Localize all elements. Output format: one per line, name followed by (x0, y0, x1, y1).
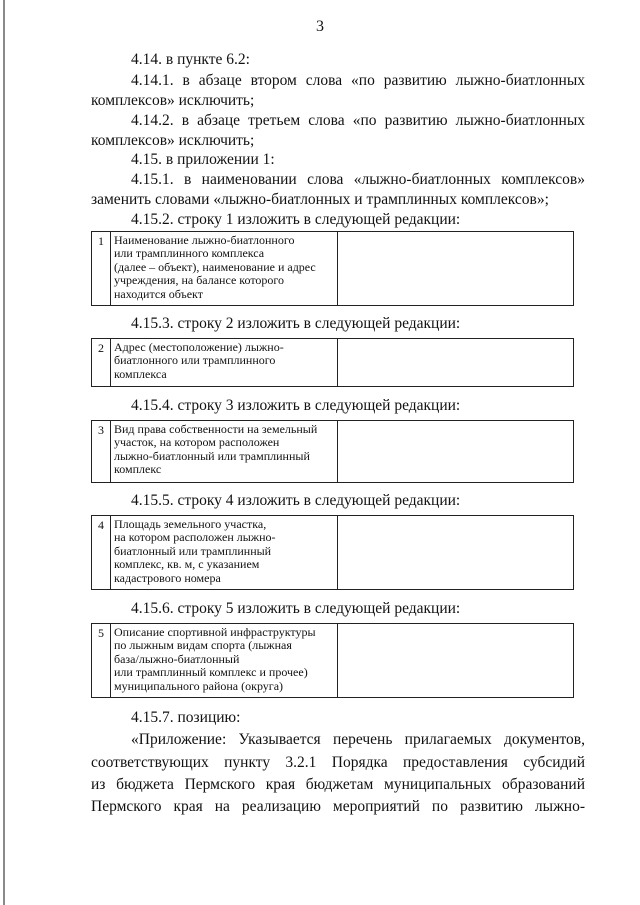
row-description-line: (далее – объект), наименование и адрес (114, 259, 316, 274)
paragraph-4-14-1: 4.14.1. в абзаце втором слова «по развитию лыжно-биатлонных (131, 72, 585, 89)
row-description-line: Наименование лыжно-биатлонного (114, 233, 295, 247)
row-description-line: лыжно-биатлонный или трамплинный (114, 448, 310, 463)
paragraph-4-14-2-cont: комплексов» исключить; (91, 132, 255, 149)
row-description-line: комплекс, кв. м, с указанием (114, 557, 260, 572)
row-description-line: или трамплинного комплекса (114, 246, 265, 261)
row-number: 3 (92, 421, 111, 482)
row-description-line: Вид права собственности на земельный (114, 422, 318, 436)
row-description-line: Площадь земельного участка, (114, 517, 267, 531)
row-value-cell (338, 339, 573, 386)
paragraph-appendix-cont-1: соответствующих пункту 3.2.1 Порядка предоставления субсидий (91, 754, 585, 771)
paragraph-4-14-2: 4.14.2. в абзаце третьем слова «по развитию лыжно-биатлонных (131, 112, 585, 129)
row-value-cell (338, 624, 573, 697)
paragraph-4-14: 4.14. в пункте 6.2: (131, 51, 250, 68)
paragraph-appendix: «Приложение: Указывается перечень прилагаемых документов, (131, 731, 585, 748)
row-description-line: биатлонного или трамплинного (114, 353, 276, 368)
row-value-cell (338, 421, 573, 482)
row-description (111, 421, 338, 482)
row-description-line: учреждения, на балансе которого (114, 273, 285, 288)
paragraph-4-15-4: 4.15.4. строку 3 изложить в следующей редакции: (131, 397, 461, 414)
paragraph-4-15-1-cont: заменить словами «лыжно-биатлонных и трамплинных комплексов»; (91, 191, 549, 208)
row-number: 1 (92, 232, 111, 305)
paragraph-4-15-3: 4.15.3. строку 2 изложить в следующей редакции: (131, 315, 461, 332)
paragraph-4-15-1: 4.15.1. в наименовании слова «лыжно-биатлонных комплексов» (131, 171, 585, 188)
row-description (111, 624, 338, 697)
row-description-line: находится объект (114, 286, 203, 301)
row-description-line: участок, на котором расположен (114, 435, 280, 450)
paragraph-4-15-7: 4.15.7. позицию: (131, 709, 241, 726)
row-description (111, 339, 338, 386)
table-row-1 (91, 231, 574, 306)
row-description-line: комплекса (114, 366, 167, 381)
row-description (111, 232, 338, 305)
table-row-2 (91, 338, 574, 387)
row-description-line: по лыжным видам спорта (лыжная (114, 638, 292, 653)
row-value-cell (338, 232, 573, 305)
row-description-line: Адрес (местоположение) лыжно- (114, 340, 284, 354)
row-number: 5 (92, 624, 111, 697)
paragraph-appendix-cont-3: Пермского края на реализацию мероприятий по развитию лыжно- (91, 798, 585, 815)
table-row-4 (91, 515, 574, 590)
scan-edge (3, 0, 5, 905)
paragraph-4-15: 4.15. в приложении 1: (131, 151, 275, 168)
row-description-line: база/лыжно-биатлонный (114, 651, 240, 666)
row-description (111, 516, 338, 589)
paragraph-4-15-2: 4.15.2. строку 1 изложить в следующей редакции: (131, 211, 461, 228)
row-value-cell (338, 516, 573, 589)
page-number: 3 (316, 18, 324, 35)
row-number: 2 (92, 339, 111, 386)
row-number: 4 (92, 516, 111, 589)
paragraph-4-14-1-cont: комплексов» исключить; (91, 92, 255, 109)
table-row-3 (91, 420, 574, 483)
row-description-line: кадастрового номера (114, 570, 221, 585)
row-description-line: Описание спортивной инфраструктуры (114, 625, 316, 639)
row-description-line: или трамплинный комплекс и прочее) (114, 665, 308, 680)
paragraph-4-15-5: 4.15.5. строку 4 изложить в следующей редакции: (131, 492, 461, 509)
row-description-line: комплекс (114, 462, 162, 477)
table-row-5 (91, 623, 574, 698)
row-description-line: на котором расположен лыжно- (114, 530, 276, 545)
row-description-line: биатлонный или трамплинный (114, 543, 272, 558)
row-description-line: муниципального района (округа) (114, 678, 284, 693)
paragraph-4-15-6: 4.15.6. строку 5 изложить в следующей редакции: (131, 600, 461, 617)
paragraph-appendix-cont-2: из бюджета Пермского края бюджетам муниципальных образований (91, 776, 585, 793)
